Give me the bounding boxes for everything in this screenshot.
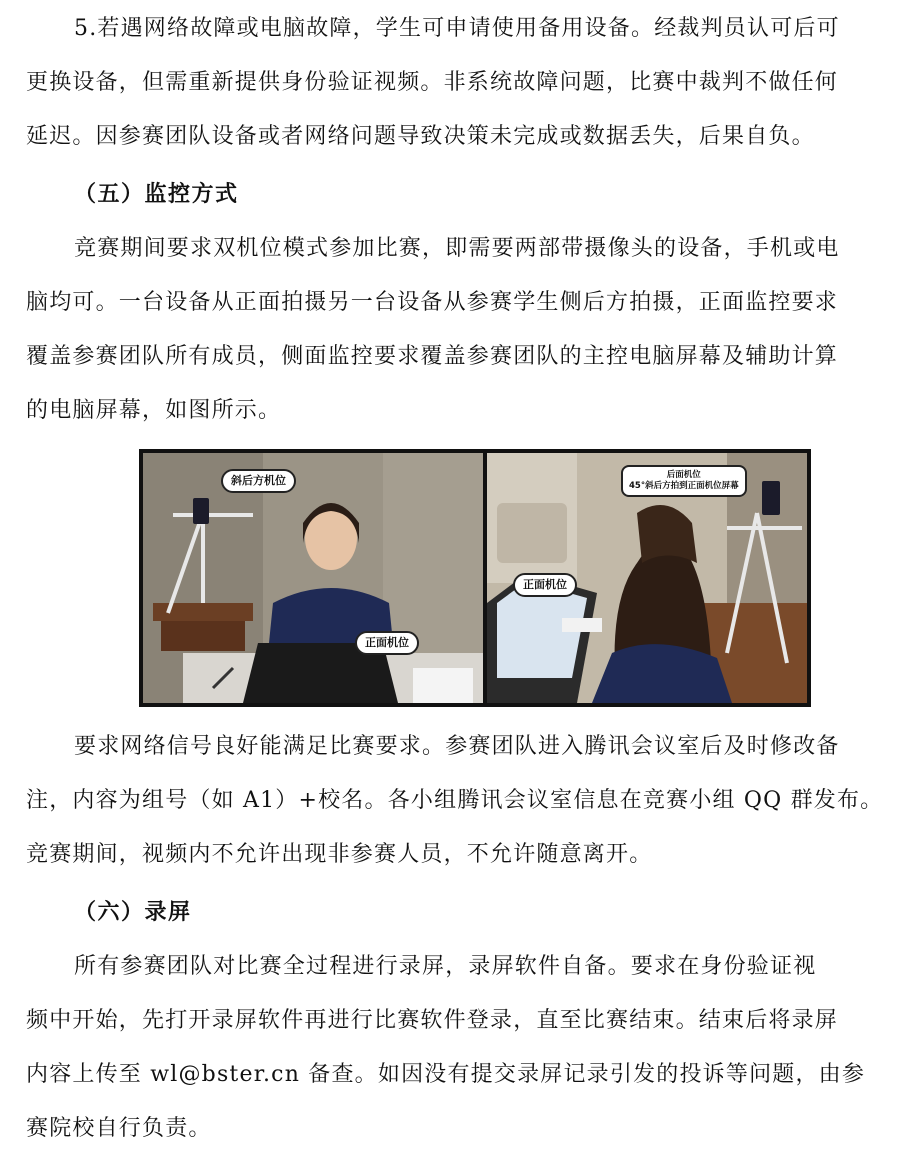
callout-rear-camera-desc: 45°斜后方拍到正面机位屏幕 xyxy=(629,481,739,491)
section-heading-recording: （六）录屏 xyxy=(74,899,192,925)
text-line: 竞赛期间要求双机位模式参加比赛，即需要两部带摄像头的设备，手机或电 xyxy=(74,236,840,261)
text-line: 要求网络信号良好能满足比赛要求。参赛团队进入腾讯会议室后及时修改备 xyxy=(74,734,840,759)
callout-front-camera: 正面机位 xyxy=(355,631,419,655)
text-line: 内容上传至 wl@bster.cn 备查。如因没有提交录屏记录引发的投诉等问题，由参 xyxy=(26,1062,866,1087)
callout-rear-camera-45 xyxy=(621,465,747,497)
text-line: 注，内容为组号（如 A1）+校名。各小组腾讯会议室信息在竞赛小组 QQ 群发布。 xyxy=(26,788,884,813)
callout-rear-camera: 斜后方机位 xyxy=(221,469,296,493)
rear-view-photo xyxy=(487,453,807,703)
text-line: 赛院校自行负责。 xyxy=(26,1116,212,1141)
callout-front-camera: 正面机位 xyxy=(513,573,577,597)
front-view-illustration xyxy=(143,453,483,703)
text-line: 的电脑屏幕，如图所示。 xyxy=(26,398,282,423)
paragraph-network xyxy=(26,720,888,882)
text-line: 5.若遇网络故障或电脑故障，学生可申请使用备用设备。经裁判员认可后可 xyxy=(74,16,840,41)
paragraph-monitoring xyxy=(26,222,888,438)
section-heading-monitoring: （五）监控方式 xyxy=(74,181,239,207)
text-line: 覆盖参赛团队所有成员，侧面监控要求覆盖参赛团队的主控电脑屏幕及辅助计算 xyxy=(26,344,839,369)
text-line: 竞赛期间，视频内不允许出现非参赛人员，不允许随意离开。 xyxy=(26,842,653,867)
text-line: 脑均可。一台设备从正面拍摄另一台设备从参赛学生侧后方拍摄，正面监控要求 xyxy=(26,290,839,315)
callout-rear-camera-title: 后面机位 xyxy=(666,470,701,480)
text-line: 延迟。因参赛团队设备或者网络问题导致决策未完成或数据丢失，后果自负。 xyxy=(26,124,815,149)
paragraph-equipment-failure xyxy=(26,2,888,164)
text-line: 更换设备，但需重新提供身份验证视频。非系统故障问题，比赛中裁判不做任何 xyxy=(26,70,839,95)
text-line: 所有参赛团队对比赛全过程进行录屏，录屏软件自备。要求在身份验证视 xyxy=(74,954,817,979)
camera-setup-figure xyxy=(139,449,811,707)
front-view-photo xyxy=(143,453,483,703)
text-line: 频中开始，先打开录屏软件再进行比赛软件登录，直至比赛结束。结束后将录屏 xyxy=(26,1008,839,1033)
paragraph-recording xyxy=(26,940,888,1156)
